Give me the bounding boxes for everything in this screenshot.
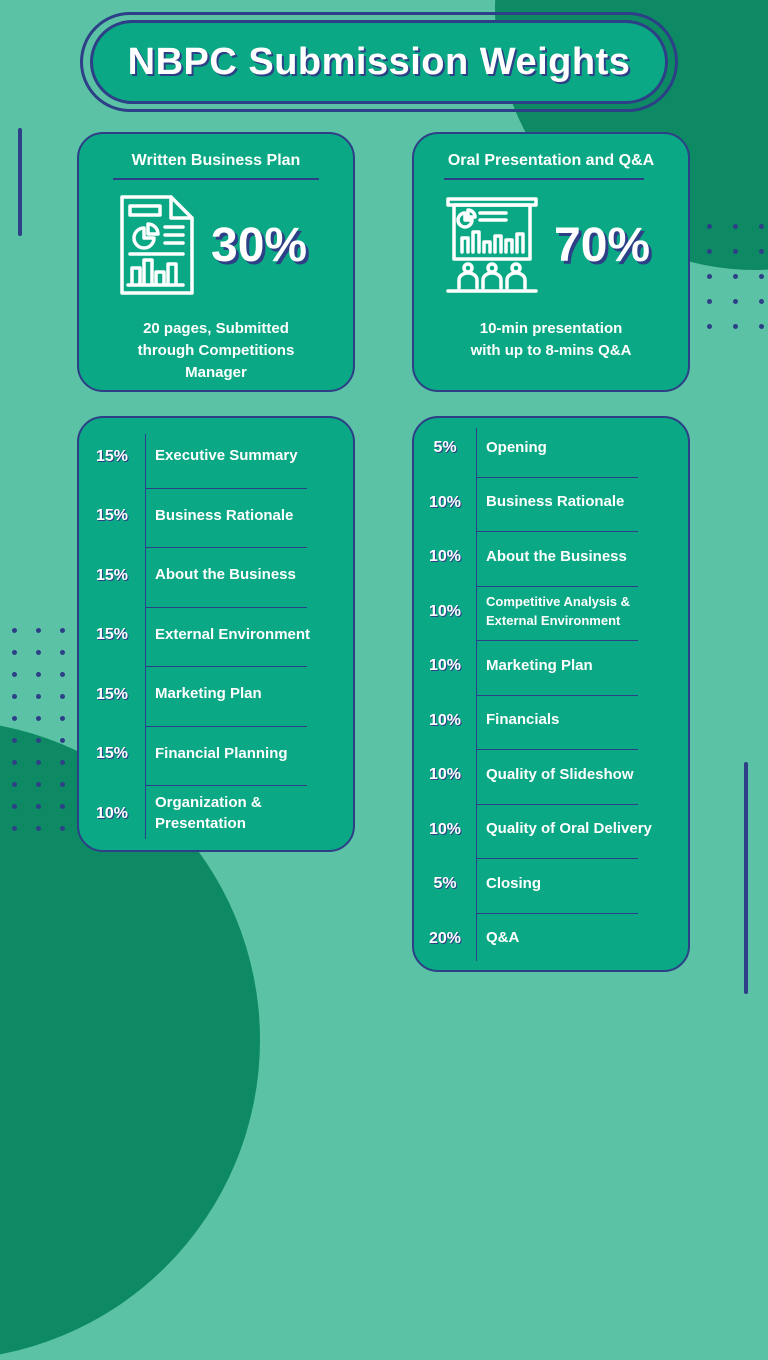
decorative-dot — [36, 738, 41, 743]
row-separator — [476, 695, 638, 696]
row-percent: 10% — [428, 766, 462, 784]
row-percent: 10% — [428, 493, 462, 511]
row-percent: 5% — [433, 875, 457, 893]
row-separator — [145, 666, 307, 667]
oral-presentation-description: 10-min presentation with up to 8-mins Q&A — [470, 320, 632, 359]
decorative-dot — [60, 826, 65, 831]
title-banner — [90, 20, 668, 104]
row-percent: 15% — [95, 626, 129, 644]
decorative-dot — [36, 826, 41, 831]
written-plan-heading: Written Business Plan — [131, 152, 301, 169]
decorative-dot — [60, 716, 65, 721]
row-label: Organization & Presentation — [155, 793, 262, 832]
decorative-dots-right — [707, 224, 764, 329]
page-title: NBPC Submission Weights — [127, 40, 631, 83]
row-percent: 10% — [428, 657, 462, 675]
decorative-dot — [36, 628, 41, 633]
decorative-dots-left — [12, 628, 65, 831]
row-label: About the Business — [486, 547, 627, 565]
row-percent: 10% — [428, 602, 462, 620]
decorative-dot — [36, 672, 41, 677]
oral-presentation-card — [412, 132, 690, 392]
row-label: Closing — [486, 874, 541, 892]
row-label: Competitive Analysis & External Environment — [486, 593, 631, 628]
row-label: Q&A — [486, 929, 520, 947]
decorative-dot — [733, 274, 738, 279]
document-chart-icon — [119, 194, 195, 296]
decorative-dot — [60, 738, 65, 743]
written-plan-description: 20 pages, Submitted through Competitions Manager — [137, 320, 295, 381]
decorative-dot — [12, 804, 17, 809]
row-percent: 15% — [95, 685, 129, 703]
row-separator — [145, 547, 307, 548]
decorative-dot — [707, 249, 712, 254]
row-separator — [145, 726, 307, 727]
row-separator — [476, 858, 638, 859]
decorative-dot — [60, 694, 65, 699]
row-percent: 10% — [428, 711, 462, 729]
presentation-board-icon — [446, 196, 538, 294]
decorative-dot — [707, 324, 712, 329]
row-separator — [145, 607, 307, 608]
row-percent: 15% — [95, 447, 129, 465]
row-label: Financials — [486, 711, 560, 729]
decorative-line-left — [18, 128, 22, 236]
row-separator — [476, 640, 638, 641]
row-percent: 10% — [428, 820, 462, 838]
row-label: Quality of Slideshow — [486, 765, 634, 783]
decorative-dot — [733, 249, 738, 254]
row-separator — [476, 477, 638, 478]
row-percent: 15% — [95, 507, 129, 525]
decorative-dot — [12, 738, 17, 743]
decorative-dot — [759, 324, 764, 329]
row-separator — [476, 804, 638, 805]
row-label: Business Rationale — [155, 506, 294, 524]
decorative-dot — [733, 324, 738, 329]
decorative-dot — [36, 760, 41, 765]
decorative-dot — [707, 299, 712, 304]
row-separator — [476, 913, 638, 914]
decorative-dot — [707, 274, 712, 279]
row-label: Opening — [486, 438, 547, 456]
decorative-dot — [733, 299, 738, 304]
decorative-dot — [759, 224, 764, 229]
row-percent: 20% — [428, 929, 462, 947]
decorative-dot — [36, 782, 41, 787]
row-percent: 10% — [95, 804, 129, 822]
written-plan-card — [77, 132, 355, 392]
column-divider — [145, 434, 146, 839]
written-plan-percent: 30% — [211, 219, 308, 272]
decorative-dot — [12, 826, 17, 831]
decorative-dot — [12, 716, 17, 721]
decorative-dot — [12, 628, 17, 633]
decorative-dot — [12, 650, 17, 655]
row-percent: 10% — [428, 548, 462, 566]
row-separator — [476, 586, 638, 587]
decorative-dot — [60, 760, 65, 765]
row-label: Marketing Plan — [155, 685, 262, 703]
decorative-dot — [12, 672, 17, 677]
decorative-dot — [60, 650, 65, 655]
decorative-dot — [36, 694, 41, 699]
decorative-dot — [60, 628, 65, 633]
written-breakdown-card — [77, 416, 355, 852]
row-label: About the Business — [155, 566, 296, 584]
decorative-dot — [12, 782, 17, 787]
decorative-dot — [12, 694, 17, 699]
oral-presentation-heading: Oral Presentation and Q&A — [447, 152, 655, 169]
row-separator — [476, 749, 638, 750]
decorative-dot — [36, 804, 41, 809]
decorative-dot — [759, 249, 764, 254]
oral-breakdown-card — [412, 416, 690, 972]
decorative-dot — [759, 299, 764, 304]
decorative-dot — [707, 224, 712, 229]
row-label: Executive Summary — [155, 447, 298, 465]
oral-presentation-percent: 70% — [554, 219, 651, 272]
decorative-dot — [759, 274, 764, 279]
row-percent: 15% — [95, 566, 129, 584]
decorative-dot — [12, 760, 17, 765]
decorative-dot — [733, 224, 738, 229]
row-label: Quality of Oral Delivery — [486, 820, 652, 838]
decorative-line-right — [744, 762, 748, 994]
row-separator — [476, 531, 638, 532]
row-separator — [145, 785, 307, 786]
row-percent: 5% — [433, 439, 457, 457]
heading-underline — [113, 178, 319, 180]
heading-underline — [444, 178, 644, 180]
decorative-dot — [36, 716, 41, 721]
row-label: Financial Planning — [155, 744, 288, 762]
row-percent: 15% — [95, 745, 129, 763]
row-label: Business Rationale — [486, 493, 625, 511]
decorative-dot — [60, 804, 65, 809]
row-label: Marketing Plan — [486, 656, 593, 674]
row-separator — [145, 488, 307, 489]
decorative-dot — [60, 782, 65, 787]
row-label: External Environment — [155, 625, 311, 643]
decorative-dot — [36, 650, 41, 655]
decorative-dot — [60, 672, 65, 677]
